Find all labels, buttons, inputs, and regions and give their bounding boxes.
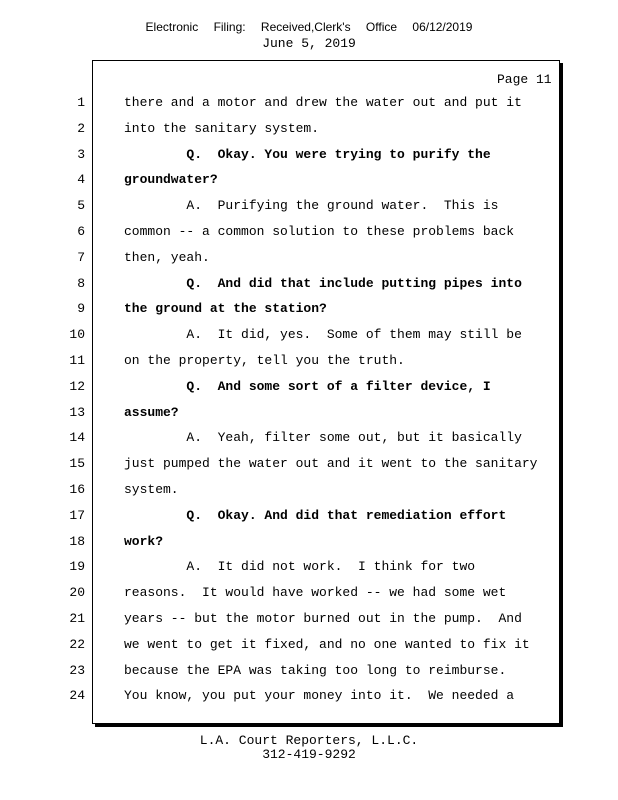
line-number: 21 [69,611,85,626]
filing-word-filing: Filing: [213,20,246,34]
transcript-line: we went to get it fixed, and no one wanted to fix it [124,636,530,652]
line-number: 22 [69,636,85,652]
question-line: work? [124,533,164,549]
line-number: 2 [77,120,85,136]
line-number: 23 [69,662,85,678]
line-number: 6 [77,224,85,239]
line-number: 4 [77,172,85,188]
line-number: 8 [77,275,85,291]
line-number: 11 [69,353,85,368]
transcript-line: there and a motor and drew the water out and put it [124,95,522,110]
line-number: 16 [69,482,85,497]
line-number: 19 [69,559,85,575]
transcript-line: A. Purifying the ground water. This is [124,198,499,214]
transcript-line: on the property, tell you the truth. [124,353,405,368]
line-number: 9 [77,301,85,317]
filing-stamp [0,20,618,34]
transcript-line: A. It did not work. I think for two [124,559,476,575]
line-number: 14 [69,430,85,446]
question-line: Q. Okay. You were trying to purify the [124,146,491,162]
filing-date: 06/12/2019 [412,20,473,34]
line-number: 20 [69,585,85,601]
transcript-line: just pumped the water out and it went to the sanitary [124,456,538,472]
filing-word-electronic: Electronic [145,20,199,34]
filing-word-received: Received,Clerk's [260,20,351,34]
filing-word-office: Office [365,20,398,34]
transcript-line: then, yeah. [124,249,210,265]
transcript-line: system. [124,482,179,497]
line-number: 15 [69,456,85,472]
question-line: Q. And did that include putting pipes into [124,275,522,291]
transcript-line: because the EPA was taking too long to reimburse. [124,662,507,678]
line-number: 7 [77,249,85,265]
question-line: Q. Okay. And did that remediation effort [124,507,507,523]
line-number: 24 [69,688,85,704]
page-number: Page 11 [497,72,552,87]
line-number: 18 [69,533,85,549]
line-number: 5 [77,198,85,214]
line-number: 1 [77,95,85,110]
court-reporter-phone: 312-419-9292 [262,747,356,762]
transcript-line: common -- a common solution to these problems back [124,224,515,239]
court-reporter-name: L.A. Court Reporters, L.L.C. [199,733,419,748]
question-line: the ground at the station? [124,301,327,317]
transcript-line: A. Yeah, filter some out, but it basically [124,430,522,446]
line-number: 10 [69,327,85,343]
transcript-line: A. It did, yes. Some of them may still be [124,327,522,343]
deposition-date: June 5, 2019 [262,36,356,51]
transcript-line: reasons. It would have worked -- we had some wet [124,585,507,601]
line-number: 13 [69,404,85,420]
question-line: groundwater? [124,172,218,188]
question-line: Q. And some sort of a filter device, I [124,378,491,394]
transcript-line: into the sanitary system. [124,120,320,136]
transcript-line: You know, you put your money into it. We needed a [124,688,515,704]
line-number: 12 [69,378,85,394]
line-number: 3 [77,146,85,162]
transcript-line: years -- but the motor burned out in the pump. And [124,611,522,626]
question-line: assume? [124,404,179,420]
line-number: 17 [69,507,85,523]
